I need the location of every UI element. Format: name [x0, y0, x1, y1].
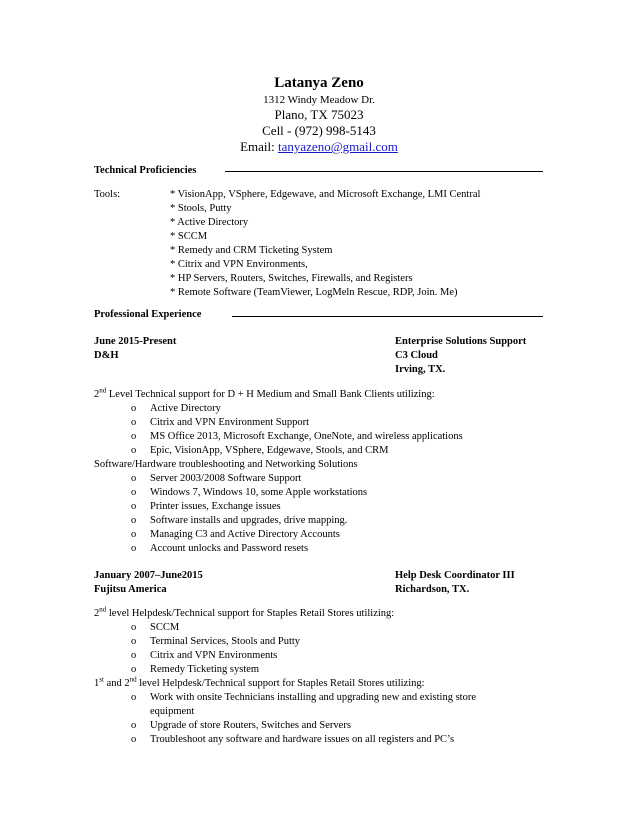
- email-line: [0, 139, 638, 155]
- job-intro: 2nd level Helpdesk/Technical support for Staples Retail Stores utilizing:: [94, 605, 395, 619]
- email-label: Email:: [240, 139, 275, 154]
- tool-item: * SCCM: [170, 231, 208, 242]
- job-org: C3 Cloud: [395, 350, 438, 361]
- list-item: o Printer issues, Exchange issues: [131, 501, 281, 512]
- list-item: o Work with onsite Technicians installing and upgrading new and existing store: [131, 692, 476, 703]
- list-item: o Software installs and upgrades, drive mapping.: [131, 515, 348, 526]
- job-company: Fujitsu America: [94, 584, 167, 595]
- list-item: o Managing C3 and Active Directory Accounts: [131, 529, 340, 540]
- resume-name: Latanya Zeno: [274, 75, 364, 91]
- list-item: o Windows 7, Windows 10, some Apple workstations: [131, 487, 368, 498]
- tool-item: * HP Servers, Routers, Switches, Firewalls, and Registers: [170, 273, 413, 284]
- list-item: o MS Office 2013, Microsoft Exchange, OneNote, and wireless applications: [131, 431, 463, 442]
- list-item: o Terminal Services, Stools and Putty: [131, 636, 301, 647]
- tool-item: * Remedy and CRM Ticketing System: [170, 245, 333, 256]
- job-intro: 2nd Level Technical support for D + H Medium and Small Bank Clients utilizing:: [94, 386, 435, 400]
- cell-phone: Cell - (972) 998-5143: [262, 123, 376, 138]
- tool-item: * Citrix and VPN Environments,: [170, 259, 308, 270]
- job-company: D&H: [94, 350, 119, 361]
- list-item: o Epic, VisionApp, VSphere, Edgewave, Stools, and CRM: [131, 445, 389, 456]
- tool-item: * Active Directory: [170, 217, 249, 228]
- street-address: 1312 Windy Meadow Dr.: [263, 94, 375, 106]
- technical-proficiencies-heading: Technical Proficiencies: [94, 165, 197, 176]
- email-link[interactable]: tanyazeno@gmail.com: [278, 139, 398, 154]
- job-location: Richardson, TX.: [395, 584, 470, 595]
- list-item: o Remedy Ticketing system: [131, 664, 260, 675]
- professional-experience-heading: Professional Experience: [94, 309, 202, 320]
- section-rule: [232, 316, 543, 317]
- list-item-continuation: equipment: [150, 706, 195, 717]
- list-item: o Server 2003/2008 Software Support: [131, 473, 302, 484]
- list-item: o Account unlocks and Password resets: [131, 543, 309, 554]
- sub-heading: Software/Hardware troubleshooting and Networking Solutions: [94, 459, 358, 470]
- job-title: Help Desk Coordinator III: [395, 570, 515, 581]
- list-item: o Troubleshoot any software and hardware issues on all registers and PC’s: [131, 734, 455, 745]
- list-item: o Citrix and VPN Environments: [131, 650, 278, 661]
- list-item: o Upgrade of store Routers, Switches and Servers: [131, 720, 351, 731]
- list-item: o Active Directory: [131, 403, 221, 414]
- job-dates: June 2015-Present: [94, 336, 177, 347]
- job-intro-2: 1st and 2nd level Helpdesk/Technical support for Staples Retail Stores utilizing:: [94, 675, 425, 689]
- job-title: Enterprise Solutions Support: [395, 336, 527, 347]
- list-item: o SCCM: [131, 622, 180, 633]
- tool-item: * Stools, Putty: [170, 203, 232, 214]
- section-rule: [225, 171, 543, 172]
- job-dates: January 2007–June2015: [94, 570, 203, 581]
- tools-label: Tools:: [94, 189, 121, 200]
- list-item: o Citrix and VPN Environment Support: [131, 417, 310, 428]
- tool-item: * Remote Software (TeamViewer, LogMeln Rescue, RDP, Join. Me): [170, 287, 458, 298]
- city-state-zip: Plano, TX 75023: [274, 107, 364, 122]
- tool-item: * VisionApp, VSphere, Edgewave, and Microsoft Exchange, LMI Central: [170, 189, 481, 200]
- job-location: Irving, TX.: [395, 364, 446, 375]
